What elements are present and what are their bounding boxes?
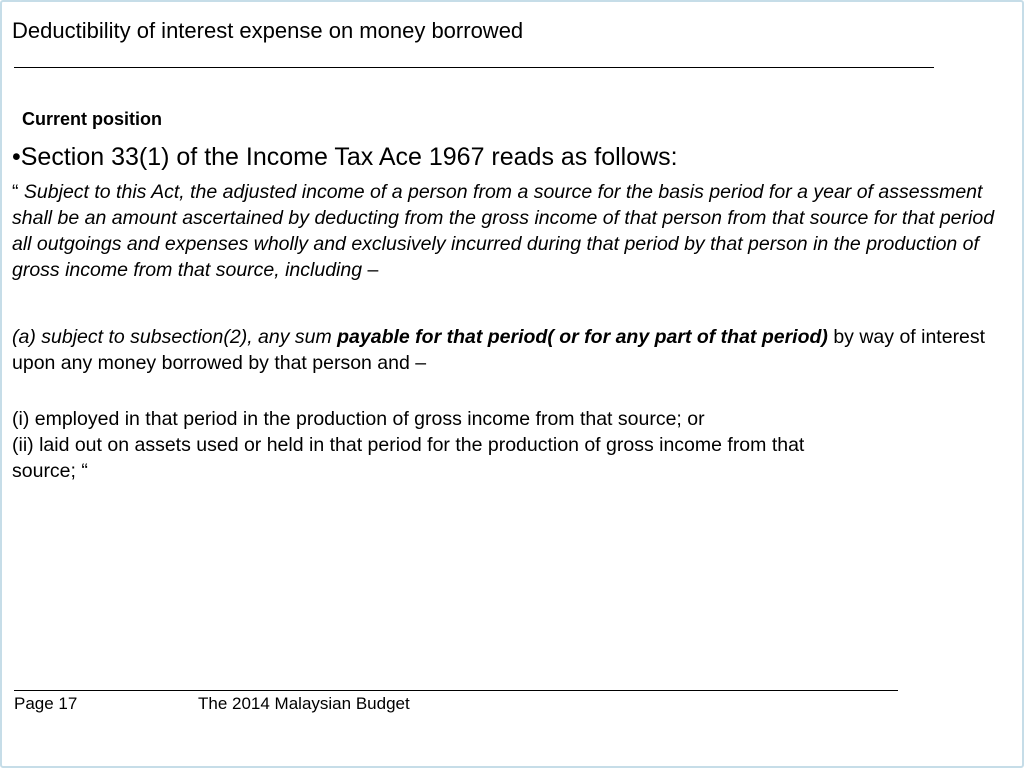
open-quote-mark: “ (12, 181, 19, 203)
sub-item-ii: (ii) laid out on assets used or held in that period for the production of gross income from that (12, 434, 805, 456)
footer-divider (14, 690, 898, 691)
quote-dash: – (367, 259, 379, 281)
paragraph-a (12, 324, 1012, 376)
quote-text: Subject to this Act, the adjusted income of a person from a source for the basis period for a year of assessment shall be an amount ascertained by deducting from the gross income of that person from that source for that period all outgoings and expenses wholly and exclusively incurred during that period by that person in the production of gross income from that source, including (12, 181, 995, 281)
intro-line: •Section 33(1) of the Income Tax Ace 1967 reads as follows: (12, 143, 678, 171)
slide-title: Deductibility of interest expense on money borrowed (12, 18, 524, 43)
sub-items (12, 406, 1012, 484)
title-divider (14, 67, 934, 68)
quoted-provision (12, 179, 1012, 283)
paragraph-a-emphasis: payable for that period( or for any part of that period) (337, 326, 828, 348)
sub-item-ii-continued: source; “ (12, 460, 88, 482)
sub-item-i: (i) employed in that period in the production of gross income from that source; or (12, 408, 705, 430)
section-heading: Current position (22, 109, 162, 129)
paragraph-a-prefix: (a) subject to subsection(2), any sum (12, 326, 338, 348)
footer-page-number: Page 17 (14, 694, 78, 713)
paragraph-a-suffix: by way of interest upon any money borrowed by that person and – (12, 326, 986, 374)
footer-title: The 2014 Malaysian Budget (198, 694, 410, 713)
